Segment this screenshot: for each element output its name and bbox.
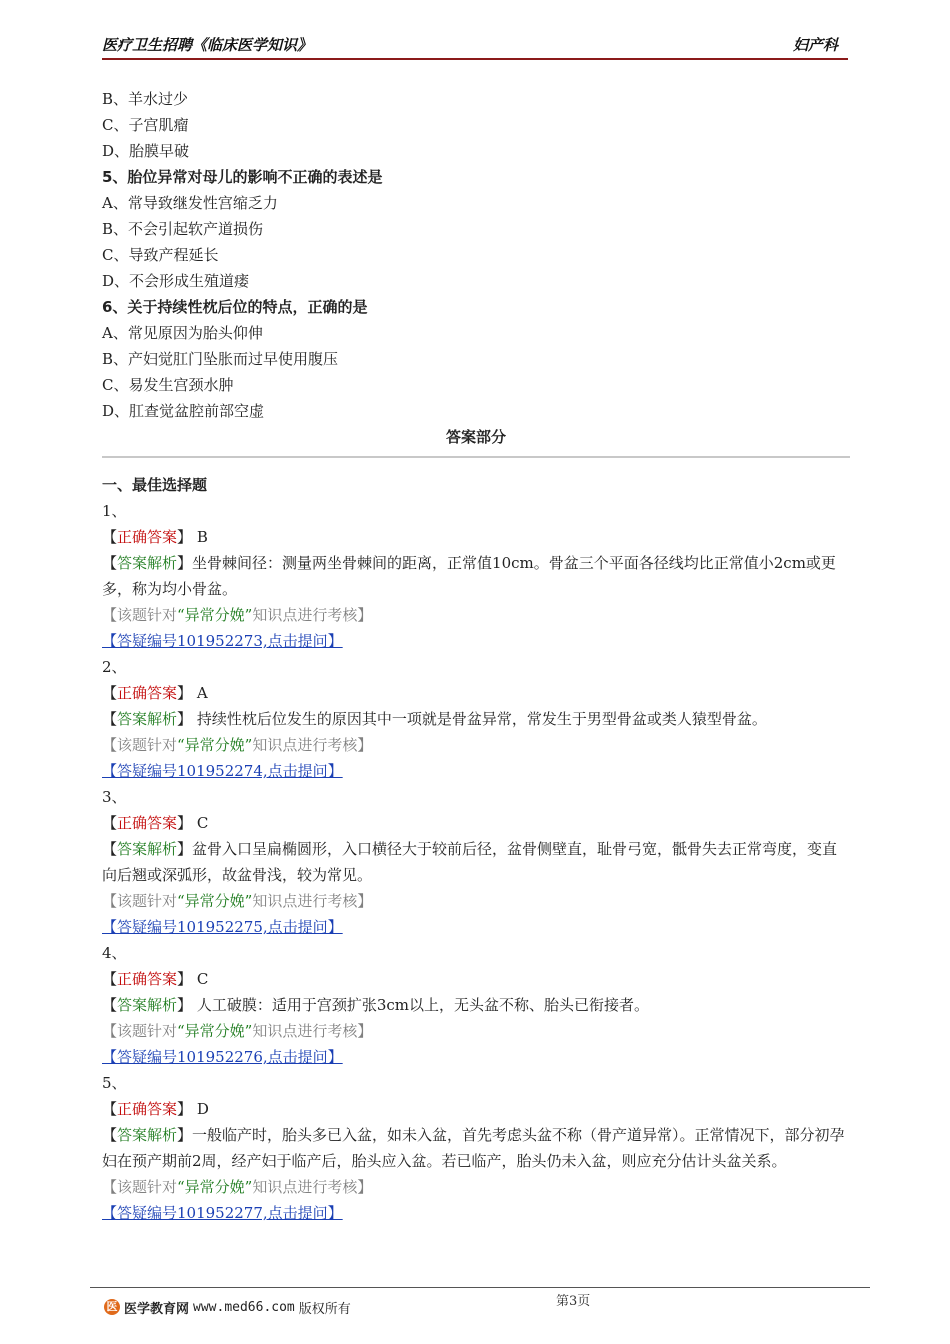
correct-answer-label: 正确答案 [117, 528, 178, 546]
question-option: A、常见原因为胎头仰伸 [102, 324, 263, 342]
correct-answer [102, 966, 850, 992]
ask-question-link-row [102, 758, 850, 784]
analysis-bracket-open: 【 [102, 1126, 118, 1144]
ask-question-link-row [102, 1200, 850, 1226]
kp-suffix: 知识点进行考核】 [252, 606, 373, 624]
answer-analysis [102, 706, 850, 732]
answer-number: 1、 [102, 502, 127, 520]
knowledge-point [102, 732, 850, 758]
question-option: C、子宫肌瘤 [102, 116, 189, 134]
kp-prefix: 【该题针对 [102, 892, 178, 910]
kp-suffix: 知识点进行考核】 [252, 1178, 373, 1196]
correct-answer [102, 810, 850, 836]
correct-answer-label: 正确答案 [117, 1100, 178, 1118]
answer-analysis [102, 550, 850, 602]
correct-answer-label: 正确答案 [117, 684, 178, 702]
analysis-label: 答案解析 [117, 996, 178, 1014]
kp-name: “异常分娩” [177, 1022, 253, 1040]
answer-list [102, 498, 850, 1226]
analysis-bracket-open: 【 [102, 710, 118, 728]
ask-question-link[interactable]: 【答疑编号101952273,点击提问】 [102, 632, 343, 650]
kp-prefix: 【该题针对 [102, 1022, 178, 1040]
ask-question-link[interactable]: 【答疑编号101952277,点击提问】 [102, 1204, 343, 1222]
ask-question-link[interactable]: 【答疑编号101952276,点击提问】 [102, 1048, 343, 1066]
question-option: D、肛查觉盆腔前部空虚 [102, 402, 265, 420]
analysis-label: 答案解析 [117, 840, 178, 858]
answer-analysis [102, 1122, 850, 1174]
knowledge-point [102, 1018, 850, 1044]
answer-section-title: 答案部分 [445, 428, 506, 446]
kp-suffix: 知识点进行考核】 [252, 1022, 373, 1040]
correct-answer-bracket-close: 】 [177, 1100, 193, 1118]
ask-question-link[interactable]: 【答疑编号101952275,点击提问】 [102, 918, 343, 936]
analysis-bracket-open: 【 [102, 840, 118, 858]
ask-question-link-row [102, 914, 850, 940]
page-content [102, 86, 850, 1226]
answer-subtitle: 一、最佳选择题 [102, 476, 208, 494]
analysis-text: 盆骨入口呈扁椭圆形，入口横径大于较前后径，盆骨侧壁直，耻骨弓宽，骶骨失去正常弯度，变直向后翘或深弧形，故盆骨浅，较为常见。 [102, 840, 838, 884]
header-subject: 妇产科 [792, 36, 838, 54]
question-stem: 6、关于持续性枕后位的特点，正确的是 [102, 298, 368, 316]
answer-analysis [102, 836, 850, 888]
correct-answer-label: 正确答案 [117, 970, 178, 988]
ask-question-link-row [102, 1044, 850, 1070]
correct-answer-bracket-open: 【 [102, 970, 118, 988]
analysis-bracket-close: 】 [177, 1126, 193, 1144]
correct-answer-bracket-open: 【 [102, 1100, 118, 1118]
correct-answer-bracket-close: 】 [177, 528, 193, 546]
page-header [102, 32, 848, 60]
analysis-bracket-close: 】 [177, 710, 193, 728]
copyright: 版权所有 [298, 1301, 351, 1317]
analysis-bracket-close: 】 [177, 554, 193, 572]
knowledge-point [102, 888, 850, 914]
answer-number: 4、 [102, 944, 127, 962]
question-option: A、常导致继发性宫缩乏力 [102, 194, 278, 212]
ask-question-link[interactable]: 【答疑编号101952274,点击提问】 [102, 762, 343, 780]
correct-answer [102, 1096, 850, 1122]
knowledge-point [102, 602, 850, 628]
analysis-label: 答案解析 [117, 1126, 178, 1144]
brand-name: 医学教育网 [124, 1301, 190, 1317]
analysis-bracket-close: 】 [177, 840, 193, 858]
answer-analysis [102, 992, 850, 1018]
question-list [102, 86, 850, 424]
answer-item [102, 654, 850, 784]
correct-answer-value: C [196, 814, 209, 832]
kp-name: “异常分娩” [177, 1178, 253, 1196]
kp-name: “异常分娩” [177, 736, 253, 754]
footer-divider [90, 1287, 870, 1288]
correct-answer-bracket-open: 【 [102, 528, 118, 546]
logo-icon: 医 [104, 1299, 120, 1315]
correct-answer [102, 524, 850, 550]
question-option: B、羊水过少 [102, 90, 189, 108]
answer-item [102, 1070, 850, 1226]
kp-prefix: 【该题针对 [102, 606, 178, 624]
correct-answer-label: 正确答案 [117, 814, 178, 832]
correct-answer-value: A [196, 684, 208, 702]
question-stem: 5、胎位异常对母儿的影响不正确的表述是 [102, 168, 383, 186]
answer-item [102, 498, 850, 654]
footer-brand [104, 1296, 351, 1318]
brand-url[interactable]: www.med66.com [193, 1299, 295, 1315]
correct-answer-value: D [196, 1100, 209, 1118]
analysis-bracket-close: 】 [177, 996, 193, 1014]
kp-name: “异常分娩” [177, 606, 253, 624]
correct-answer-bracket-close: 】 [177, 970, 193, 988]
answer-item [102, 784, 850, 940]
question-option: B、产妇觉肛门坠胀而过早使用腹压 [102, 350, 339, 368]
correct-answer-bracket-open: 【 [102, 814, 118, 832]
answer-number: 3、 [102, 788, 127, 806]
question-option: C、导致产程延长 [102, 246, 219, 264]
answer-number: 2、 [102, 658, 127, 676]
question-option: C、易发生宫颈水肿 [102, 376, 234, 394]
correct-answer-value: C [196, 970, 209, 988]
kp-suffix: 知识点进行考核】 [252, 736, 373, 754]
analysis-text: 坐骨棘间径：测量两坐骨棘间的距离，正常值10cm。骨盆三个平面各径线均比正常值小2cm或更多，称为均小骨盆。 [102, 554, 836, 598]
kp-prefix: 【该题针对 [102, 1178, 178, 1196]
header-title: 医疗卫生招聘《临床医学知识》 [102, 36, 313, 54]
analysis-bracket-open: 【 [102, 996, 118, 1014]
question-option: B、不会引起软产道损伤 [102, 220, 264, 238]
kp-name: “异常分娩” [177, 892, 253, 910]
ask-question-link-row [102, 628, 850, 654]
answer-item [102, 940, 850, 1070]
analysis-text: 人工破膜：适用于宫颈扩张3cm以上，无头盆不称、胎头已衔接者。 [192, 996, 649, 1014]
correct-answer-value: B [196, 528, 208, 546]
answer-number: 5、 [102, 1074, 127, 1092]
knowledge-point [102, 1174, 850, 1200]
analysis-text: 持续性枕后位发生的原因其中一项就是骨盆异常，常发生于男型骨盆或类人猿型骨盆。 [192, 710, 767, 728]
analysis-text: 一般临产时，胎头多已入盆，如未入盆，首先考虑头盆不称（骨产道异常）。正常情况下，部分初孕妇在预产期前2周，经产妇于临产后，胎头应入盆。若已临产，胎头仍未入盆，则应充分估计头盆关系。 [102, 1126, 845, 1170]
correct-answer-bracket-open: 【 [102, 684, 118, 702]
kp-prefix: 【该题针对 [102, 736, 178, 754]
correct-answer-bracket-close: 】 [177, 814, 193, 832]
analysis-bracket-open: 【 [102, 554, 118, 572]
question-option: D、胎膜早破 [102, 142, 190, 160]
question-option: D、不会形成生殖道瘘 [102, 272, 250, 290]
correct-answer [102, 680, 850, 706]
analysis-label: 答案解析 [117, 710, 178, 728]
correct-answer-bracket-close: 】 [177, 684, 193, 702]
analysis-label: 答案解析 [117, 554, 178, 572]
page-number: 第3页 [556, 1294, 591, 1309]
section-divider [102, 456, 850, 458]
kp-suffix: 知识点进行考核】 [252, 892, 373, 910]
